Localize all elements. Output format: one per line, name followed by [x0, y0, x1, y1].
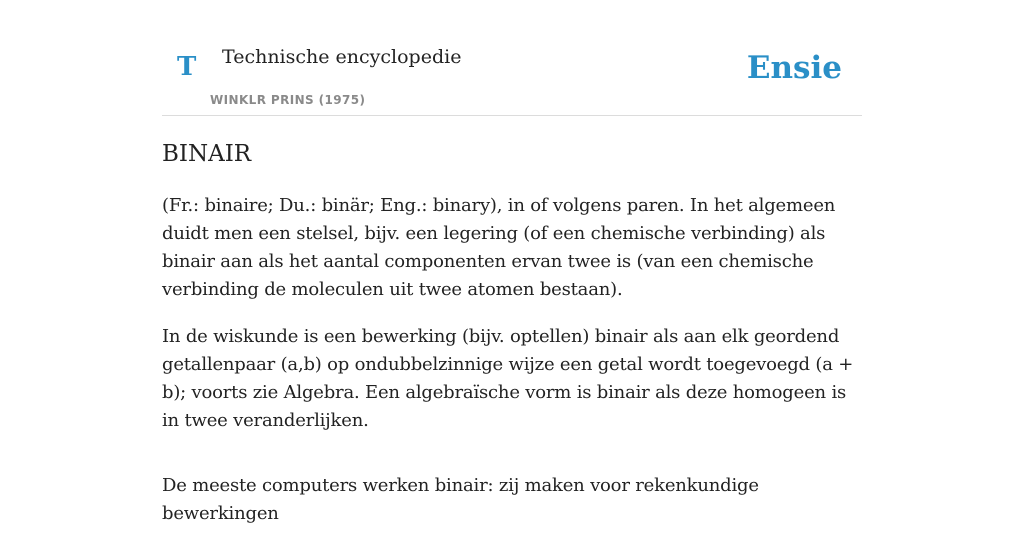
entry-title: BINAIR — [162, 141, 252, 167]
ensie-logo-link[interactable]: Ensie — [746, 50, 842, 86]
entry-paragraph: De meeste computers werken binair: zij maken voor rekenkundige bewerkingen — [162, 474, 759, 524]
book-title-link[interactable]: Technische encyclopedie — [222, 46, 462, 68]
entry-paragraph: In de wiskunde is een bewerking (bijv. optellen) binair als aan elk geordend getallenpaar (a,b) op ondubbelzinnige wijze een getal wordt toegevoegd (a + b); voorts zie Algebra. Een algebraïsche vorm is binair als deze homogeen is in twee veranderlijken. — [162, 325, 854, 431]
entry-content — [162, 140, 862, 547]
book-header — [162, 30, 862, 116]
book-subtitle: WINKLR PRINS (1975) — [210, 93, 366, 107]
entry-paragraph: (Fr.: binaire; Du.: binär; Eng.: binary), in of volgens paren. In het algemeen duidt men een stelsel, bijv. een legering (of een chemische verbinding) als binair aan als het aantal componenten ervan twee is (van een chemische verbinding de moleculen uit twee atomen bestaan). — [162, 194, 836, 300]
book-logo-icon[interactable]: T — [177, 52, 197, 82]
